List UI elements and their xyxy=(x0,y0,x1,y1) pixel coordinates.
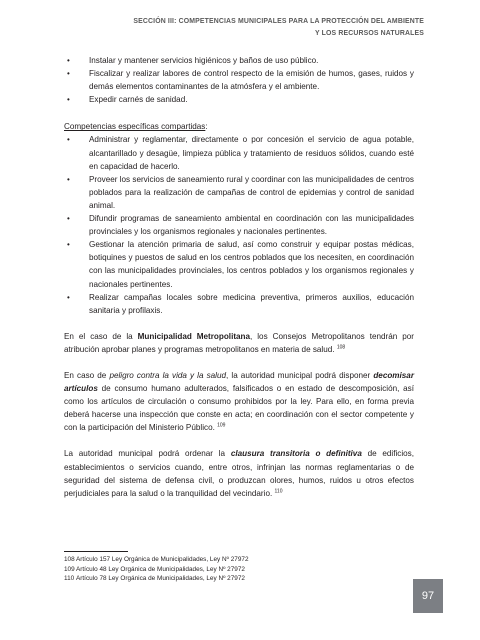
list-item: • Fiscalizar y realizar labores de control respecto de la emisión de humos, gases, ruidos y demás elementos contaminantes de la atmósfera y el ambiente. xyxy=(67,69,414,92)
list-item: • Instalar y mantener servicios higiénicos y baños de uso público. xyxy=(64,54,414,67)
paragraph-clausura: La autoridad municipal podrá ordenar la clausura transitoria o definitiva de edificios, establecimientos o servicios cuando, entre otros, infrinjan las normas reglamentarias o de seguridad del sistema de defensa civil, o produzcan olores, humos, ruidos u otros efectos perjudiciales para la salud o la tranquilidad del vecindario. $^{110}$ xyxy=(64,449,414,498)
italic-term: peligro contra la vida y la salud xyxy=(109,370,227,380)
bold-italic-term: decomisar artículos xyxy=(64,370,414,394)
footnotes xyxy=(64,551,384,584)
bullet-icon: • xyxy=(67,95,70,105)
footnote-item: 108Artículo 157 Ley Orgánica de Municipalidades, Ley Nº 27972 xyxy=(64,556,249,563)
section-header-line-2: Y LOS RECURSOS NATURALES xyxy=(314,29,424,37)
list-item: • Realizar campañas locales sobre medicina preventiva, primeros auxilios, educación sanitaria y profilaxis. xyxy=(67,292,414,315)
bullet-icon: • xyxy=(67,292,70,302)
subheading-text: Competencias específicas compartidas xyxy=(64,122,206,132)
page-number: 97 xyxy=(413,579,443,613)
section-header-line-1: SECCIÓN III: COMPETENCIAS MUNICIPALES PARA LA PROTECCIÓN DEL AMBIENTE xyxy=(133,18,424,25)
page-body xyxy=(64,54,414,500)
list-item: • Proveer los servicios de saneamiento rural y coordinar con las municipalidades de centros poblados para la realización de campañas de control de epidemias y control de sanidad animal. xyxy=(67,174,414,210)
paragraph-metropolitana: En el caso de la Municipalidad Metropolitana, los Consejos Metropolitanos tendrán por atribución aprobar planes y programas metropolitanos en materia de salud. $^{108}$ xyxy=(64,331,414,354)
bullet-list-shared xyxy=(64,133,414,316)
subheading: Competencias específicas compartidas: xyxy=(64,122,208,132)
list-item: • Administrar y reglamentar, directamente o por concesión el servicio de agua potable, alcantarillado y desagüe, limpieza pública y tratamiento de residuos sólidos, cuando esté en capacidad de hacerlo. xyxy=(67,135,414,171)
bullet-icon: • xyxy=(67,135,70,145)
bullet-icon: • xyxy=(67,214,70,224)
footnote-divider xyxy=(64,551,128,552)
paragraph-decomiso: En caso de peligro contra la vida y la salud, la autoridad municipal podrá disponer decomisar artículos de consumo humano adulterados, falsificados o en estado de descomposición, así como los artículos de circulación o consumo prohibidos por la ley. Para ello, en forma previa deberá hacerse una inspección que conste en acta; en coordinación con el sector competente y con la participación del Ministerio Público. $^{109}$ xyxy=(64,370,414,433)
list-item: • Expedir carnés de sanidad. xyxy=(64,93,414,106)
bullet-icon: • xyxy=(67,56,70,65)
list-item: • Gestionar la atención primaria de salud, así como construir y equipar postas médicas, botiquines y puestos de salud en los centros poblados que los necesiten, en coordinación con las municipalidades provinciales, los centros poblados y los organismos regionales y nacionales pertinentes. xyxy=(67,240,414,289)
bullet-list-general xyxy=(64,54,414,106)
footnote-item: 110 Artículo 78 Ley Orgánica de Municipalidades, Ley Nº 27972 xyxy=(64,575,245,582)
bullet-icon: • xyxy=(67,69,70,79)
bullet-icon: • xyxy=(67,240,70,250)
list-item: • Difundir programas de saneamiento ambiental en coordinación con las municipalidades provinciales y los organismos regionales y nacionales pertinentes. xyxy=(67,214,414,237)
footnote-item: 109Artículo 48 Ley Orgánica de Municipalidades, Ley Nº 27972 xyxy=(64,565,245,573)
footnote-ref: 108 xyxy=(336,344,346,351)
section-header xyxy=(44,16,424,39)
bold-italic-term: clausura transitoria o definitiva xyxy=(230,449,362,459)
bullet-icon: • xyxy=(67,174,70,184)
footnote-ref: 110 xyxy=(274,488,283,494)
footnote-ref: 109 xyxy=(217,422,226,429)
bold-term: Municipalidad Metropolitana xyxy=(137,331,251,341)
